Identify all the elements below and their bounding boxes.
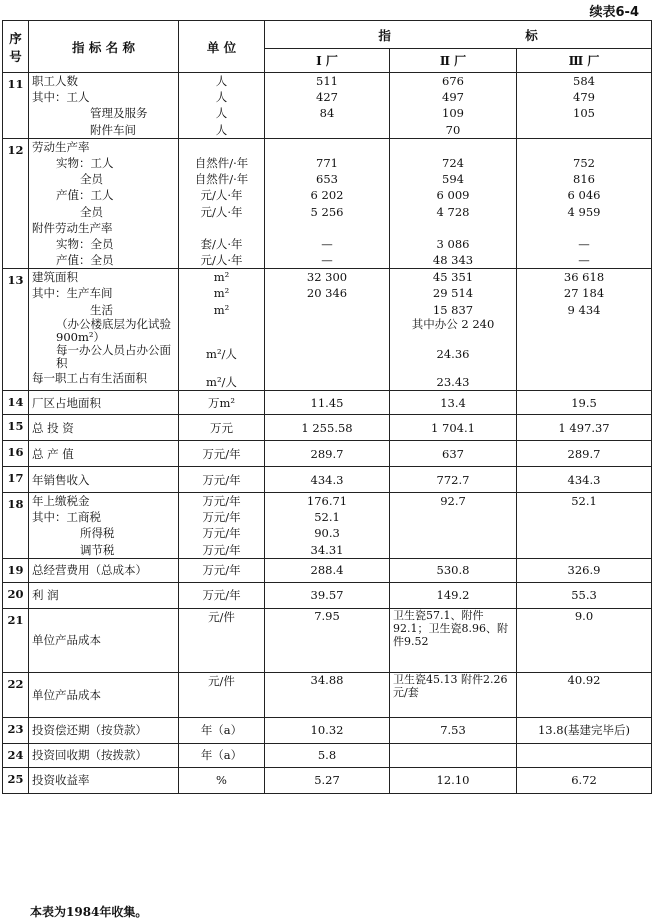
cell-line xyxy=(268,318,386,344)
cell-line: 90.3 xyxy=(314,526,340,541)
cell-line: 36 618 xyxy=(563,270,605,285)
table-row xyxy=(3,441,652,467)
cell-line xyxy=(268,302,386,318)
cell-line: 万元/年 xyxy=(202,510,241,525)
cell-line: 20 346 xyxy=(306,286,348,301)
row-seq: 21 xyxy=(3,608,29,672)
row-factory-2-value: 13.4 xyxy=(390,391,517,415)
cell-line: — xyxy=(321,236,333,251)
row-factory-2-value xyxy=(390,269,517,391)
row-factory-1-value: 5.8 xyxy=(265,743,390,767)
row-indicator-name xyxy=(29,73,179,139)
row-seq: 11 xyxy=(3,73,29,139)
cell-line: 511 xyxy=(316,74,338,88)
row-seq: 15 xyxy=(3,415,29,441)
header-name: 指 标 名 称 xyxy=(29,21,179,73)
cell-line: m² xyxy=(213,270,230,285)
indicator-line: 年上缴税金 xyxy=(32,494,90,508)
row-factory-3-value: 1 497.37 xyxy=(517,415,652,441)
row-indicator-name xyxy=(29,493,179,559)
indicator-line: 全员 xyxy=(80,172,103,187)
row-factory-2-value: 530.8 xyxy=(390,558,517,582)
header-indicator-right: 标 xyxy=(525,27,538,43)
row-factory-2-value: 7.53 xyxy=(390,717,517,743)
indicator-line: 附件车间 xyxy=(90,122,136,137)
row-factory-2-value xyxy=(390,493,517,559)
indicator-line: 其中：生产车间 xyxy=(32,286,113,301)
row-indicator-name: 投资偿还期（按贷款） xyxy=(29,717,179,743)
row-factory-1-value: 10.32 xyxy=(265,717,390,743)
cell-line xyxy=(393,525,513,541)
row-factory-3-value: 289.7 xyxy=(517,441,652,467)
cell-line xyxy=(393,220,513,236)
cell-line: 48 343 xyxy=(432,253,474,268)
cell-line: 4 728 xyxy=(436,204,470,219)
table-row xyxy=(3,73,652,139)
row-factory-2-value: 637 xyxy=(390,441,517,467)
row-unit: 年（a） xyxy=(179,743,265,767)
cell-line: 人 xyxy=(215,106,228,121)
row-unit: 万元/年 xyxy=(179,582,265,608)
row-factory-1-value: 34.88 xyxy=(265,672,390,717)
cell-line xyxy=(393,139,513,155)
row-factory-2-value: 12.10 xyxy=(390,767,517,793)
cell-line: 6 009 xyxy=(436,188,470,203)
row-seq: 12 xyxy=(3,138,29,269)
table-row xyxy=(3,467,652,493)
cell-line: 3 086 xyxy=(436,236,470,251)
row-unit xyxy=(179,73,265,139)
indicator-line: 其中：工人 xyxy=(32,90,90,105)
cell-line xyxy=(268,374,386,390)
cell-line: — xyxy=(321,253,333,268)
cell-line xyxy=(520,220,648,236)
cell-line: 109 xyxy=(442,106,464,121)
cell-line: 52.1 xyxy=(571,494,597,508)
table-row xyxy=(3,558,652,582)
indicator-line: 劳动生产率 xyxy=(32,139,90,154)
cell-line xyxy=(520,122,648,138)
indicator-line: 调节税 xyxy=(80,542,115,557)
cell-line xyxy=(520,344,648,374)
header-indicator xyxy=(265,21,652,49)
row-factory-1-value xyxy=(265,269,390,391)
indicator-line: （办公楼底层为化试验900m²） xyxy=(56,316,171,344)
row-unit: 万元/年 xyxy=(179,441,265,467)
cell-line: 27 184 xyxy=(563,286,605,301)
row-factory-1-value: 5.27 xyxy=(265,767,390,793)
cell-line: 5 256 xyxy=(310,204,344,219)
cell-line: 23.43 xyxy=(436,374,470,389)
cell-line xyxy=(520,509,648,525)
cell-line xyxy=(268,122,386,138)
table-row xyxy=(3,672,652,717)
row-factory-3-value: 55.3 xyxy=(517,582,652,608)
indicator-line: 职工人数 xyxy=(32,74,78,88)
cell-line: 176.71 xyxy=(306,494,348,508)
table-body xyxy=(3,73,652,794)
row-factory-1-value: 7.95 xyxy=(265,608,390,672)
indicator-line: 产值：全员 xyxy=(56,253,114,268)
cell-line: 724 xyxy=(442,155,464,170)
header-seq: 序号 xyxy=(3,21,29,73)
table-row xyxy=(3,582,652,608)
cell-line: 4 959 xyxy=(567,204,601,219)
cell-line xyxy=(182,220,261,236)
row-indicator-name: 总 投 资 xyxy=(29,415,179,441)
indicator-line: 所得税 xyxy=(80,526,115,541)
cell-line: m² xyxy=(213,302,230,317)
header-indicator-left: 指 xyxy=(378,27,391,43)
row-factory-1-value: 1 255.58 xyxy=(265,415,390,441)
row-factory-2-value xyxy=(390,743,517,767)
cell-line: 676 xyxy=(442,74,464,88)
row-seq: 24 xyxy=(3,743,29,767)
cell-line: 元/人·年 xyxy=(200,204,243,219)
cell-line: 105 xyxy=(573,106,595,121)
cell-line: 427 xyxy=(316,90,338,105)
row-factory-3-value: 434.3 xyxy=(517,467,652,493)
row-factory-2-value: 1 704.1 xyxy=(390,415,517,441)
cell-line: 34.31 xyxy=(310,542,344,557)
indicator-line: 每一职工占有生活面积 xyxy=(32,370,147,385)
row-indicator-name xyxy=(29,138,179,269)
cell-line: 24.36 xyxy=(436,346,470,361)
row-seq: 18 xyxy=(3,493,29,559)
row-seq: 23 xyxy=(3,717,29,743)
row-factory-3-value: 6.72 xyxy=(517,767,652,793)
row-factory-1-value: 11.45 xyxy=(265,391,390,415)
table-row xyxy=(3,138,652,269)
cell-line: 771 xyxy=(316,155,338,170)
cell-line: 人 xyxy=(215,74,228,88)
row-seq: 25 xyxy=(3,767,29,793)
row-factory-3-value: 326.9 xyxy=(517,558,652,582)
cell-line xyxy=(268,139,386,155)
cell-line xyxy=(268,344,386,374)
header-factory-3: Ⅲ 厂 xyxy=(517,49,652,73)
cell-line xyxy=(520,542,648,558)
cell-line: 653 xyxy=(316,172,338,187)
cell-line: 816 xyxy=(573,172,595,187)
table-footnote: 本表为1984年收集。 xyxy=(30,905,148,919)
row-indicator-name: 总 产 值 xyxy=(29,441,179,467)
row-seq: 14 xyxy=(3,391,29,415)
cell-line xyxy=(393,542,513,558)
row-indicator-name: 单位产品成本 xyxy=(29,608,179,672)
cell-line: 92.7 xyxy=(440,494,466,508)
row-factory-3-value: 13.8(基建完毕后) xyxy=(517,717,652,743)
row-seq: 22 xyxy=(3,672,29,717)
row-factory-1-value: 434.3 xyxy=(265,467,390,493)
cell-line: 594 xyxy=(442,172,464,187)
cell-line: 84 xyxy=(319,106,335,121)
row-indicator-name: 投资回收期（按拨款） xyxy=(29,743,179,767)
cell-line: 万元/年 xyxy=(202,542,241,557)
row-unit: % xyxy=(179,767,265,793)
cell-line: 万元/年 xyxy=(202,494,241,508)
row-factory-2-value xyxy=(390,73,517,139)
row-factory-3-value xyxy=(517,269,652,391)
indicator-line: 生活 xyxy=(90,302,113,317)
row-factory-1-value xyxy=(265,493,390,559)
table-row xyxy=(3,717,652,743)
cell-line: 6 202 xyxy=(310,188,344,203)
row-unit xyxy=(179,269,265,391)
cell-line: 479 xyxy=(573,90,595,105)
row-unit xyxy=(179,138,265,269)
row-seq: 19 xyxy=(3,558,29,582)
indicator-line: 每一办公人员占办公面积 xyxy=(56,342,171,370)
cell-line xyxy=(520,139,648,155)
cell-line: 其中办公 2 240 xyxy=(411,316,495,331)
indicator-line: 管理及服务 xyxy=(90,106,148,121)
row-factory-3-value: 9.0 xyxy=(517,608,652,672)
cell-line: 52.1 xyxy=(314,510,340,525)
table-row xyxy=(3,743,652,767)
cell-line xyxy=(182,318,261,344)
cell-line: — xyxy=(578,253,590,268)
row-factory-1-value xyxy=(265,73,390,139)
row-factory-3-value xyxy=(517,743,652,767)
indicator-line: 其中：工商税 xyxy=(32,510,101,525)
row-unit: 年（a） xyxy=(179,717,265,743)
cell-line xyxy=(182,139,261,155)
header-factory-2: Ⅱ 厂 xyxy=(390,49,517,73)
row-indicator-name: 总经营费用（总成本） xyxy=(29,558,179,582)
table-row xyxy=(3,608,652,672)
cell-line: 元/人·年 xyxy=(200,188,243,203)
header-unit: 单 位 xyxy=(179,21,265,73)
table-row xyxy=(3,493,652,559)
cell-line: 人 xyxy=(215,122,228,137)
table-row xyxy=(3,269,652,391)
cell-line: 套/人·年 xyxy=(200,236,243,251)
row-indicator-name xyxy=(29,269,179,391)
cell-line: 自然件/·年 xyxy=(194,172,249,187)
cell-line: 584 xyxy=(573,74,595,88)
cell-line: 497 xyxy=(442,90,464,105)
cell-line: 元/人·年 xyxy=(200,253,243,268)
row-factory-2-value: 149.2 xyxy=(390,582,517,608)
cell-line: 万元/年 xyxy=(202,526,241,541)
row-seq: 16 xyxy=(3,441,29,467)
cell-line: 32 300 xyxy=(306,270,348,285)
row-factory-2-value xyxy=(390,138,517,269)
cell-line: 6 046 xyxy=(567,188,601,203)
row-seq: 20 xyxy=(3,582,29,608)
table-row xyxy=(3,767,652,793)
header-factory-1: Ⅰ 厂 xyxy=(265,49,390,73)
cell-line: 70 xyxy=(445,122,461,137)
indicator-line: 产值：工人 xyxy=(56,188,114,203)
cell-line: 人 xyxy=(215,90,228,105)
cell-line xyxy=(520,374,648,390)
row-indicator-name: 年销售收入 xyxy=(29,467,179,493)
cell-line xyxy=(393,509,513,525)
row-seq: 13 xyxy=(3,269,29,391)
table-row xyxy=(3,415,652,441)
indicator-line: 实物：工人 xyxy=(56,155,114,170)
cell-line: 45 351 xyxy=(432,270,474,285)
row-indicator-name: 利 润 xyxy=(29,582,179,608)
row-factory-2-value: 772.7 xyxy=(390,467,517,493)
row-unit: 万m² xyxy=(179,391,265,415)
row-factory-1-value: 288.4 xyxy=(265,558,390,582)
row-factory-1-value: 289.7 xyxy=(265,441,390,467)
cell-line xyxy=(268,220,386,236)
row-unit: 元/件 xyxy=(179,608,265,672)
indicator-line: 建筑面积 xyxy=(32,270,78,285)
cell-line xyxy=(520,318,648,344)
row-unit: 元/件 xyxy=(179,672,265,717)
cell-line: 9 434 xyxy=(567,302,601,317)
cell-line: 752 xyxy=(573,155,595,170)
indicator-table xyxy=(2,20,652,794)
row-factory-2-value: 卫生瓷45.13 附件2.26元/套 xyxy=(390,672,517,717)
row-factory-3-value xyxy=(517,493,652,559)
cell-line: m²/人 xyxy=(206,346,237,361)
table-row xyxy=(3,391,652,415)
row-indicator-name: 单位产品成本 xyxy=(29,672,179,717)
cell-line: 自然件/·年 xyxy=(194,155,249,170)
cell-line: m² xyxy=(213,286,230,301)
row-factory-3-value: 19.5 xyxy=(517,391,652,415)
cell-line: 15 837 xyxy=(432,302,474,317)
indicator-line: 实物：全员 xyxy=(56,236,114,251)
cell-line: m²/人 xyxy=(206,374,237,389)
cell-line: 29 514 xyxy=(432,286,474,301)
indicator-line: 全员 xyxy=(80,204,103,219)
row-factory-1-value: 39.57 xyxy=(265,582,390,608)
row-factory-1-value xyxy=(265,138,390,269)
row-indicator-name: 投资收益率 xyxy=(29,767,179,793)
row-unit: 万元 xyxy=(179,415,265,441)
indicator-line: 附件劳动生产率 xyxy=(32,220,113,235)
row-indicator-name: 厂区占地面积 xyxy=(29,391,179,415)
row-factory-2-value: 卫生瓷57.1、附件92.1；卫生瓷8.96、附件9.52 xyxy=(390,608,517,672)
cell-line: — xyxy=(578,236,590,251)
row-unit xyxy=(179,493,265,559)
cell-line xyxy=(520,525,648,541)
row-seq: 17 xyxy=(3,467,29,493)
row-unit: 万元/年 xyxy=(179,467,265,493)
row-factory-3-value xyxy=(517,73,652,139)
row-factory-3-value xyxy=(517,138,652,269)
table-caption: 续表6-4 xyxy=(589,5,639,20)
row-factory-3-value: 40.92 xyxy=(517,672,652,717)
row-unit: 万元/年 xyxy=(179,558,265,582)
